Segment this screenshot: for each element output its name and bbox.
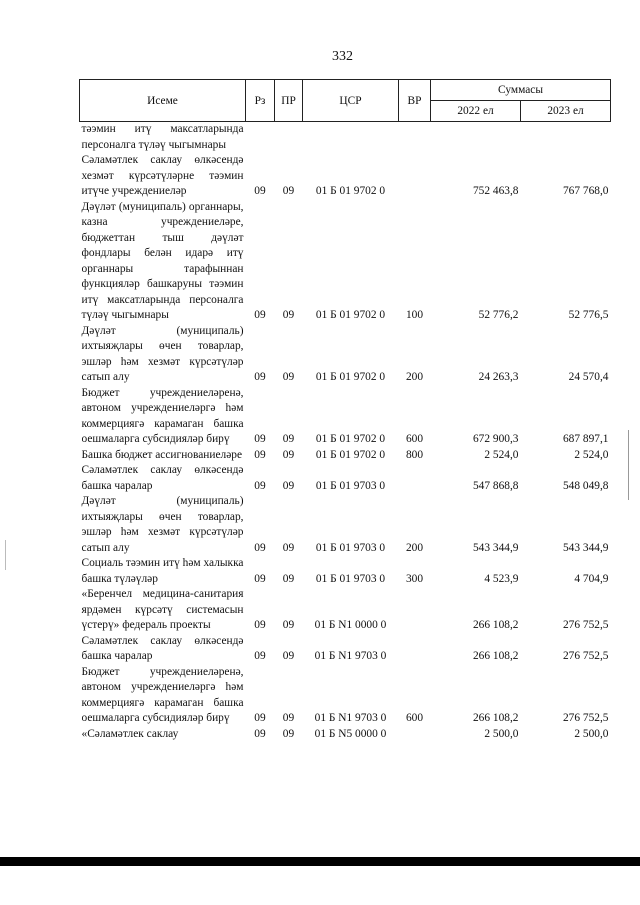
table-row <box>80 200 611 324</box>
cell-csr: 01 Б 01 9702 0 <box>315 185 386 197</box>
cell-pr: 09 <box>282 371 295 383</box>
cell-vr: 800 <box>405 448 424 461</box>
header-rz: Рз <box>246 80 275 122</box>
cell-csr: 01 Б 01 9703 0 <box>315 572 386 585</box>
cell-sum-2023: 276 752,5 <box>562 650 609 662</box>
cell-vr: 200 <box>405 541 424 554</box>
cell-sum-2022: 52 776,2 <box>478 309 519 321</box>
cell-csr: 01 Б N1 9703 0 <box>314 650 387 662</box>
cell-sum-2023: 543 344,9 <box>562 541 609 554</box>
cell-sum-2023: 2 524,0 <box>574 448 609 461</box>
header-vr: ВР <box>399 80 431 122</box>
cell-name: Башка бюджет ассигнованиеләре <box>81 448 243 461</box>
cell-sum-2022: 752 463,8 <box>472 185 519 197</box>
budget-table <box>79 79 611 742</box>
cell-sum-2022: 4 523,9 <box>484 572 519 585</box>
cell-sum-2023: 52 776,5 <box>568 309 609 321</box>
scan-edge-mark <box>5 540 6 570</box>
cell-sum-2023: 767 768,0 <box>562 185 609 197</box>
cell-name: Сәламәтлек саклау өлкәсендә башка чаралар <box>81 634 244 662</box>
page-number: 332 <box>332 49 353 64</box>
cell-rz: 09 <box>254 309 266 321</box>
cell-pr: 09 <box>282 727 295 740</box>
cell-csr: 01 Б 01 9702 0 <box>315 448 386 461</box>
cell-csr: 01 Б 01 9703 0 <box>315 541 386 554</box>
cell-sum-2023: 687 897,1 <box>562 433 609 445</box>
table-row <box>80 122 611 154</box>
cell-sum-2022: 266 108,2 <box>472 650 519 662</box>
cell-csr: 01 Б N5 0000 0 <box>314 727 387 740</box>
cell-name: Сәламәтлек саклау өлкәсендә хезмәт күрсәтүләрне тәэмин итүче учреждениеләр <box>81 154 244 197</box>
cell-name: тәэмин итү максатларында персоналга түләү чыгымнары <box>81 123 244 151</box>
table-row <box>80 556 611 587</box>
cell-sum-2023: 4 704,9 <box>574 572 609 585</box>
cell-csr: 01 Б 01 9702 0 <box>315 371 386 383</box>
table-row <box>80 153 611 200</box>
table-row <box>80 324 611 386</box>
cell-sum-2022: 547 868,8 <box>472 479 519 492</box>
cell-pr: 09 <box>282 479 295 492</box>
cell-pr: 09 <box>282 712 295 724</box>
cell-csr: 01 Б 01 9702 0 <box>315 433 386 445</box>
cell-sum-2023 <box>521 122 611 154</box>
cell-name: Дәүләт (муниципаль) ихтыяҗлары өчен товарлар, эшләр һәм хезмәт күрсәтүләр сатып алу <box>81 495 244 554</box>
cell-name: «Беренчел медицина-санитария ярдәмен күрсәтү системасын үстерү» федераль проекты <box>81 588 244 631</box>
cell-sum-2022: 543 344,9 <box>472 541 519 554</box>
cell-sum-2023: 276 752,5 <box>562 712 609 724</box>
cell-name: Дәүләт (муниципаль) органнары, казна учреждениеләре, бюджеттан тыш дәүләт фондлары белән идарә итү органнары тарафыннан функцияләр башкаруны тәэмин итү максатларында персоналга түләү чыгымнары <box>81 200 244 321</box>
cell-pr <box>275 122 303 154</box>
table-row <box>80 386 611 448</box>
cell-sum-2022: 672 900,3 <box>472 433 519 445</box>
cell-vr <box>399 727 431 743</box>
cell-vr <box>399 634 431 665</box>
cell-name: Бюджет учреждениеләренә, автоном учреждениеләргә һәм коммерциягә карамаган башка оешмаларга субсидияләр бирү <box>81 665 244 724</box>
table-row <box>80 463 611 494</box>
cell-name: «Сәламәтлек саклау <box>81 727 179 740</box>
table-body <box>80 122 611 743</box>
cell-rz: 09 <box>254 650 266 662</box>
header-year-2022: 2022 ел <box>431 101 521 122</box>
header-name: Исеме <box>80 80 246 122</box>
cell-vr <box>399 463 431 494</box>
cell-sum-2023: 276 752,5 <box>562 619 609 631</box>
cell-rz: 09 <box>254 371 266 383</box>
cell-sum-2022: 24 263,3 <box>478 371 519 383</box>
cell-sum-2023: 548 049,8 <box>562 479 609 492</box>
cell-csr: 01 Б N1 9703 0 <box>314 712 387 724</box>
cell-rz: 09 <box>254 712 266 724</box>
cell-sum-2022: 266 108,2 <box>472 619 519 631</box>
cell-rz: 09 <box>254 619 266 631</box>
cell-vr <box>399 587 431 634</box>
cell-csr <box>303 122 399 154</box>
cell-csr: 01 Б 01 9703 0 <box>315 479 386 492</box>
cell-vr <box>399 122 431 154</box>
cell-rz: 09 <box>254 448 266 461</box>
cell-name: Дәүләт (муниципаль) ихтыяҗлары өчен товарлар, эшләр һәм хезмәт күрсәтүләр сатып алу <box>81 324 244 383</box>
cell-pr: 09 <box>282 650 295 662</box>
table-row <box>80 634 611 665</box>
header-sums: Суммасы <box>431 80 611 101</box>
cell-pr: 09 <box>282 619 295 631</box>
header-year-2023: 2023 ел <box>521 101 611 122</box>
cell-rz: 09 <box>254 433 266 445</box>
cell-csr: 01 Б N1 0000 0 <box>314 619 387 631</box>
table-row <box>80 448 611 464</box>
cell-sum-2023: 24 570,4 <box>568 371 609 383</box>
cell-sum-2022 <box>431 122 521 154</box>
cell-rz <box>246 122 275 154</box>
scan-edge-mark <box>628 430 629 500</box>
cell-pr: 09 <box>282 541 295 554</box>
cell-rz: 09 <box>254 479 266 492</box>
cell-vr <box>399 153 431 200</box>
cell-vr: 600 <box>405 712 424 724</box>
cell-name: Бюджет учреждениеләренә, автоном учреждениеләргә һәм коммерциягә карамаган башка оешмаларга субсидияләр бирү <box>81 386 244 445</box>
header-csr: ЦСР <box>303 80 399 122</box>
cell-sum-2023: 2 500,0 <box>574 727 609 740</box>
cell-vr: 100 <box>405 309 424 321</box>
cell-vr: 300 <box>405 572 424 585</box>
cell-rz: 09 <box>254 541 266 554</box>
cell-pr: 09 <box>282 185 295 197</box>
cell-name: Сәламәтлек саклау өлкәсендә башка чаралар <box>81 464 244 492</box>
cell-sum-2022: 2 500,0 <box>484 727 519 740</box>
cell-rz: 09 <box>254 185 266 197</box>
table-row <box>80 587 611 634</box>
table-row <box>80 665 611 727</box>
cell-vr: 600 <box>405 433 424 445</box>
header-pr: ПР <box>275 80 303 122</box>
cell-rz: 09 <box>254 727 266 740</box>
cell-sum-2022: 2 524,0 <box>484 448 519 461</box>
cell-csr: 01 Б 01 9702 0 <box>315 309 386 321</box>
cell-rz: 09 <box>254 572 266 585</box>
scan-bottom-bar <box>0 857 640 866</box>
cell-pr: 09 <box>282 448 295 461</box>
cell-sum-2022: 266 108,2 <box>472 712 519 724</box>
table-row <box>80 727 611 743</box>
cell-vr: 200 <box>405 371 424 383</box>
cell-pr: 09 <box>282 433 295 445</box>
table-row <box>80 494 611 556</box>
cell-pr: 09 <box>282 572 295 585</box>
cell-pr: 09 <box>282 309 295 321</box>
cell-name: Социаль тәэмин итү һәм халыкка башка түләүләр <box>81 557 244 585</box>
